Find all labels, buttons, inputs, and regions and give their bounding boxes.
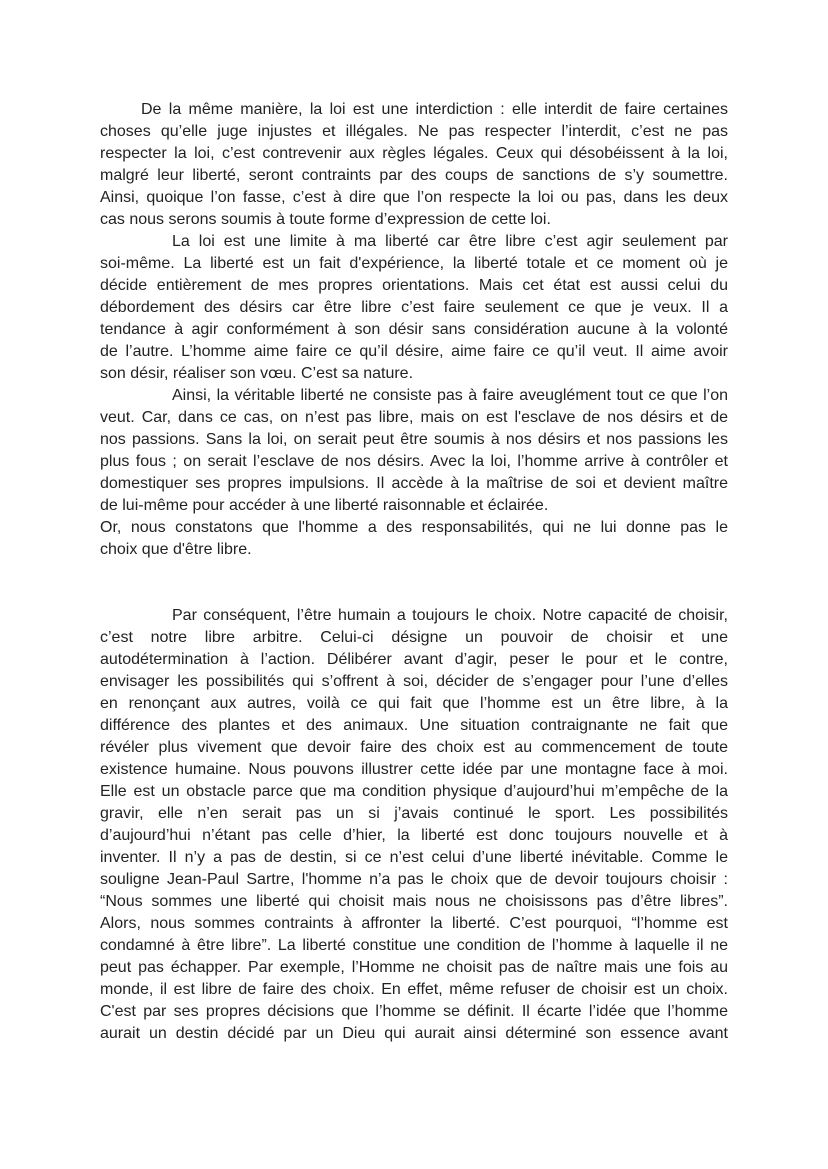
text-line: monde, il est libre de faire des choix. En effet, même refuser de choisir est un choix. bbox=[100, 981, 728, 998]
text-line: C'est par ses propres décisions que l’homme se définit. Il écarte l’idée que l’homme bbox=[100, 1003, 728, 1020]
text-line: de lui-même pour accéder à une liberté raisonnable et éclairée. bbox=[100, 497, 549, 514]
text-line: soi-même. La liberté est un fait d'expérience, la liberté totale et ce moment où je bbox=[100, 255, 728, 272]
text-line: en renonçant aux autres, voilà ce qui fait que l’homme est un être libre, à la bbox=[100, 695, 728, 712]
text-line: décide entièrement de mes propres orientations. Mais cet état est aussi celui du bbox=[100, 277, 728, 294]
text-line: Elle est un obstacle parce que ma condition physique d’aujourd’hui m’empêche de la bbox=[100, 783, 728, 800]
text-line: autodétermination à l’action. Délibérer avant d’agir, peser le pour et le contre, bbox=[100, 651, 728, 668]
text-line: “Nous sommes une liberté qui choisit mais nous ne choisissons pas d’être libres”. bbox=[100, 893, 728, 910]
text-line: De la même manière, la loi est une interdiction : elle interdit de faire certaines bbox=[141, 101, 728, 118]
text-line: son désir, réaliser son vœu. C’est sa nature. bbox=[100, 365, 414, 382]
text-line: Ainsi, la véritable liberté ne consiste pas à faire aveuglément tout ce que l’on bbox=[172, 387, 728, 404]
text-line: c’est notre libre arbitre. Celui-ci désigne un pouvoir de choisir et une bbox=[100, 629, 728, 646]
text-line: Par conséquent, l’être humain a toujours le choix. Notre capacité de choisir, bbox=[172, 607, 728, 624]
text-line: débordement des désirs car être libre c’est faire seulement ce que je veux. Il a bbox=[100, 299, 728, 316]
text-line: cas nous serons soumis à toute forme d’expression de cette loi. bbox=[100, 211, 551, 228]
text-line: gravir, elle n’en serait pas un si j’avais continué le sport. Les possibilités bbox=[100, 805, 728, 822]
text-line: Or, nous constatons que l'homme a des responsabilités, qui ne lui donne pas le bbox=[100, 519, 728, 536]
text-line: différence des plantes et des animaux. Une situation contraignante ne fait que bbox=[100, 717, 728, 734]
text-line: inventer. Il n’y a pas de destin, si ce n’est celui d’une liberté inévitable. Comme le bbox=[100, 849, 728, 866]
text-line: tendance à agir conformément à son désir sans considération aucune à la volonté bbox=[100, 321, 728, 338]
text-line: condamné à être libre”. La liberté constitue une condition de l’homme à laquelle il ne bbox=[100, 937, 728, 954]
text-line: envisager les possibilités qui s’offrent à soi, décider de s’engager pour l’une d’elles bbox=[100, 673, 728, 690]
text-line: souligne Jean-Paul Sartre, l'homme n’a pas le choix que de devoir toujours choisir : bbox=[100, 871, 728, 888]
text-line: choses qu’elle juge injustes et illégales. Ne pas respecter l’interdit, c’est ne pas bbox=[100, 123, 728, 140]
text-line: nos passions. Sans la loi, on serait peut être soumis à nos désirs et nos passions les bbox=[100, 431, 728, 448]
text-line: choix que d'être libre. bbox=[100, 541, 252, 558]
text-line: peut pas échapper. Par exemple, l’Homme ne choisit pas de naître mais une fois au bbox=[100, 959, 728, 976]
text-line: révéler plus vivement que devoir faire des choix est au commencement de toute bbox=[100, 739, 728, 756]
text-line: domestiquer ses propres impulsions. Il accède à la maîtrise de soi et devient maître bbox=[100, 475, 728, 492]
text-line: aurait un destin décidé par un Dieu qui aurait ainsi déterminé son essence avant bbox=[100, 1025, 728, 1042]
text-line: d’aujourd’hui n’étant pas celle d’hier, la liberté est donc toujours nouvelle et à bbox=[100, 827, 728, 844]
text-line: malgré leur liberté, seront contraints par des coups de sanctions de s’y soumettre. bbox=[100, 167, 728, 184]
text-line: Ainsi, quoique l’on fasse, c’est à dire que l’on respecte la loi ou pas, dans les deux bbox=[100, 189, 728, 206]
text-line: existence humaine. Nous pouvons illustrer cette idée par une montagne face à moi. bbox=[100, 761, 728, 778]
text-line: La loi est une limite à ma liberté car être libre c’est agir seulement par bbox=[172, 233, 728, 250]
text-line: veut. Car, dans ce cas, on n’est pas libre, mais on est l'esclave de nos désirs et de bbox=[100, 409, 728, 426]
text-line: Alors, nous sommes contraints à affronter la liberté. C’est pourquoi, “l’homme est bbox=[100, 915, 728, 932]
text-line: plus fous ; on serait l’esclave de nos désirs. Avec la loi, l’homme arrive à contrôler et bbox=[100, 453, 728, 470]
text-line: respecter la loi, c’est contrevenir aux règles légales. Ceux qui désobéissent à la loi, bbox=[100, 145, 728, 162]
text-line: de l’autre. L’homme aime faire ce qu’il désire, aime faire ce qu’il veut. Il aime avoir bbox=[100, 343, 728, 360]
